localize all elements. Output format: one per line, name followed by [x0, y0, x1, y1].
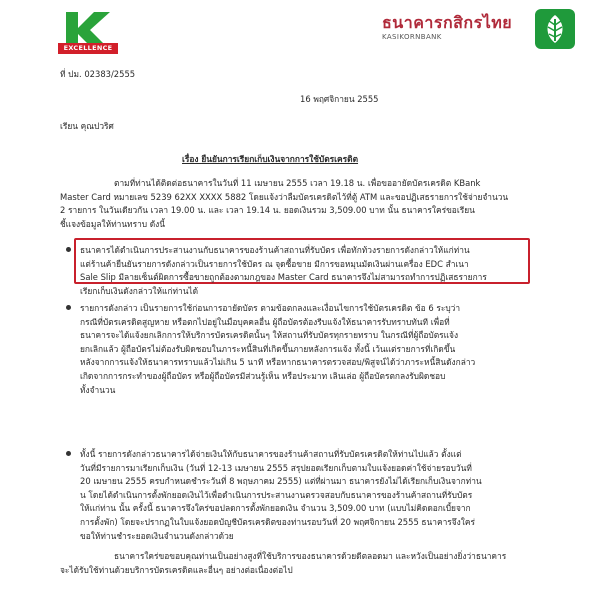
bullet3-line: 20 เมษายน 2555 ครบกำหนดชำระวันที่ 8 พฤษภาคม 2555) แต่ที่ผ่านมา ธนาคารยังไม่ได้เรียกเก็บเงินจากท่าน	[80, 476, 482, 487]
closing-paragraph	[60, 550, 540, 577]
bullet2-line: ยกเลิกแล้ว ผู้ถือบัตรไม่ต้องรับผิดชอบในภาระหนี้สินที่เกิดขึ้นภายหลังการแจ้ง ทั้งนี้ เว้นแต่รายการที่เกิดขึ้น	[80, 343, 456, 354]
intro-line: ชี้แจงข้อมูลให้ท่านทราบ ดังนี้	[60, 218, 165, 229]
bullet1-line: ธนาคารได้ดำเนินการประสานงานกับธนาคารของร้านค้าสถานที่รับบัตร เพื่อทักท้วงรายการดังกล่าวให้แก่ท่าน	[80, 245, 470, 255]
bullet2-line: หลังจากการแจ้งให้ธนาคารทราบแล้วไม่เกิน 5 นาที หรือหากธนาคารตรวจสอบ/พิสูจน์ได้ว่าภาระหนี้สินดังกล่าว	[80, 357, 476, 368]
bullet-paragraph-1	[80, 244, 540, 298]
bullet2-line: ธนาคารจะได้แจ้งยกเลิกการให้บริการบัตรเครดิตนั้นๆ ให้สถานที่รับบัตรทุกรายทราบ ในกรณีที่ผู้ถือบัตรแจ้ง	[80, 330, 459, 341]
closing-line: ธนาคารใคร่ขอขอบคุณท่านเป็นอย่างสูงที่ใช้บริการของธนาคารด้วยดีตลอดมา และหวังเป็นอย่างยิ่งว่าธนาคาร	[114, 551, 507, 561]
bullet1-line: Sale Slip มีลายเซ็นต์ผิดการซื้อขายถูกต้องตามกฎของ Master Card ธนาคารจึงไม่สามารถทำการปฏิเสธรายการ	[80, 272, 487, 283]
bank-name-thai: ธนาคารกสิกรไทย	[382, 13, 513, 32]
k-excellence-label: EXCELLENCE	[58, 43, 118, 54]
bullet3-line: ขอให้ท่านชำระยอดเงินจำนวนดังกล่าวด้วย	[80, 530, 234, 541]
bullet3-line: น โดยได้ดำเนินการตั้งพักยอดเงินไว้เพื่อดำเนินการประสานงานตรวจสอบกับธนาคารของร้านค้าสถานที่รับบัตร	[80, 489, 473, 500]
letter-date: 16 พฤศจิกายน 2555	[300, 94, 379, 104]
intro-line: Master Card หมายเลข 5239 62XX XXXX 5882 โดยแจ้งว่าลืมบัตรเครดิตไว้ที่ตู้ ATM และขอปฏิเสธรายการใช้จ่ายจำนวน	[60, 191, 509, 202]
bullet2-line: ทั้งจำนวน	[80, 384, 116, 395]
intro-paragraph	[60, 177, 540, 231]
intro-line: 2 รายการ ในวันเดียวกัน เวลา 19.00 น. และ เวลา 19.14 น. ยอดเงินรวม 3,509.00 บาท นั้น ธนาคารใคร่ขอเรียน	[60, 205, 475, 216]
bullet3-line: ให้แก่ท่าน นั้น ครั้งนี้ ธนาคารจึงใคร่ขอปลดการตั้งพักยอดเงิน จำนวน 3,509.00 บาท (แบบไม่คิดดอกเบี้ยจาก	[80, 503, 471, 514]
bullet-marker	[66, 305, 71, 310]
bullet3-line: การตั้งพัก) โดยจะปรากฏในใบแจ้งยอดบัญชีบัตรเครดิตของท่านรอบวันที่ 20 พฤศจิกายน 2555 ธนาคารจึงใคร่	[80, 516, 475, 527]
bullet-paragraph-3	[80, 448, 540, 543]
bullet-marker	[66, 451, 71, 456]
bullet-paragraph-2	[80, 302, 540, 397]
intro-line: ตามที่ท่านได้ติดต่อธนาคารในวันที่ 11 เมษายน 2555 เวลา 19.18 น. เพื่อขออายัดบัตรเครดิต KBank	[114, 178, 481, 188]
bank-name-english: KASIKORNBANK	[382, 33, 442, 41]
bullet2-line: กรณีที่บัตรเครดิตสูญหาย หรือตกไปอยู่ในมือบุคคลอื่น ผู้ถือบัตรต้องรีบแจ้งให้ธนาคารรับทราบทันที เพื่อที่	[80, 316, 450, 327]
bullet3-line: วันที่มีรายการมาเรียกเก็บเงิน (วันที่ 12-13 เมษายน 2555 สรุปยอดเรียกเก็บตามใบแจ้งยอดค่าใช้จ่ายรอบวันที่	[80, 462, 472, 473]
kasikornbank-leaf-logo-icon	[535, 9, 575, 49]
bullet-marker	[66, 247, 71, 252]
bullet3-line: ทั้งนี้ รายการดังกล่าวธนาคารได้จ่ายเงินให้กับธนาคารของร้านค้าสถานที่รับบัตรเครดิตให้ท่านไปแล้ว ตั้งแต่	[80, 449, 462, 459]
reference-number: ที่ ปม. 02383/2555	[60, 69, 136, 79]
bullet2-line: เกิดจากการกระทำของผู้ถือบัตร หรือผู้ถือบัตรมีส่วนรู้เห็น หรือประมาท เลินเล่อ ผู้ถือบัตรตกลงรับผิดชอบ	[80, 370, 446, 381]
bullet1-line: แต่ร้านค้ายืนยันรายการดังกล่าวเป็นรายการใช้บัตร ณ จุดซื้อขาย มีการขอหมุนมัดเงินผ่านเครื่อง EDC สำเนา	[80, 258, 469, 269]
closing-line: จะได้รับใช้ท่านด้วยบริการบัตรเครดิตและอื่นๆ อย่างต่อเนื่องต่อไป	[60, 564, 293, 575]
bullet2-line: รายการดังกล่าว เป็นรายการใช้ก่อนการอายัดบัตร ตามข้อตกลงและเงื่อนไขการใช้บัตรเครดิต ข้อ 6 ระบุว่า	[80, 303, 461, 313]
bullet1-line: เรียกเก็บเงินดังกล่าวให้แก่ท่านได้	[80, 285, 199, 296]
letter-subject: เรื่อง ยืนยันการเรียกเก็บเงินจากการใช้บัตรเครดิต	[182, 154, 359, 164]
greeting: เรียน คุณปวริศ	[60, 121, 114, 131]
